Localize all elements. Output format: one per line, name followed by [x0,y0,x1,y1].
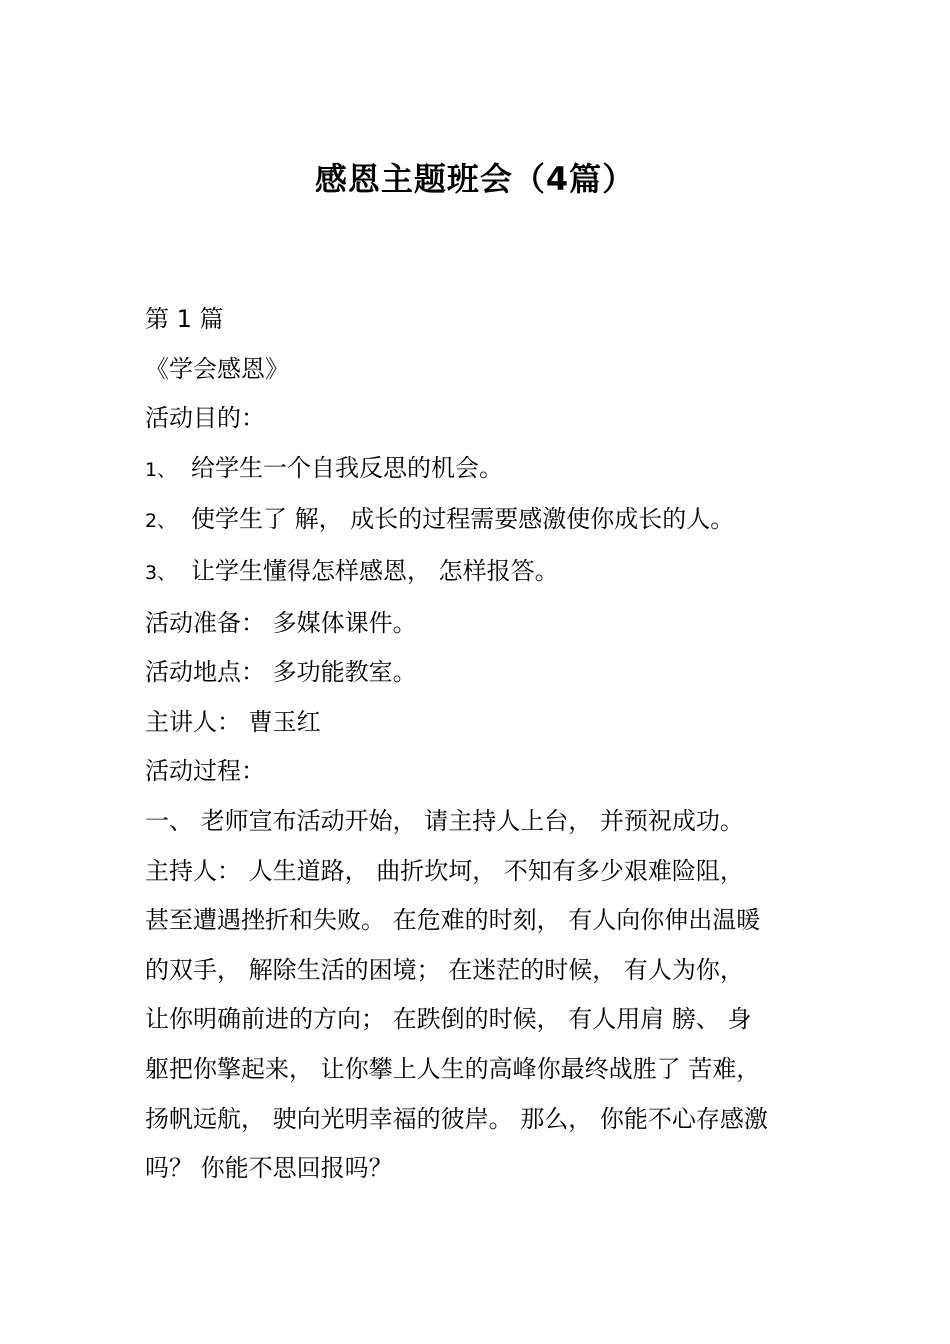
document-body [145,295,825,1194]
host-paragraph-line: 躯把你擎起来， 让你攀上人生的高峰你最终战胜了 苦难， [145,1054,761,1083]
host-paragraph-line: 让你明确前进的方向； 在跌倒的时候， 有人用肩 膀、 身 [145,1005,752,1034]
activity-preparation: 活动准备： 多媒体课件。 [145,608,417,637]
purpose-item [145,547,825,599]
document-title: 感恩主题班会（4篇） [314,160,636,198]
host-paragraph-line: 甚至遭遇挫折和失败。 在危难的时刻， 有人向你伸出温暖 [145,906,761,935]
activity-speaker: 主讲人： 曹玉红 [145,707,321,736]
section-label: 第 1 篇 [145,305,224,333]
process-step-1: 一、 老师宣布活动开始， 请主持人上台， 并预祝成功。 [145,806,744,835]
activity-location: 活动地点： 多功能教室。 [145,658,417,687]
process-heading: 活动过程： [145,757,265,786]
purpose-item-number: 2、 [145,510,177,533]
purpose-item-text: 让学生懂得怎样感恩， 怎样报答。 [191,556,559,585]
section-title: 《学会感恩》 [145,354,289,383]
purpose-item-number: 3、 [145,561,177,584]
host-paragraph-line: 吗？ 你能不思回报吗？ [145,1154,393,1183]
purpose-item [145,495,825,547]
purpose-item [145,444,825,496]
host-paragraph-line: 扬帆远航， 驶向光明幸福的彼岸。 那么， 你能不心存感激 [145,1104,768,1133]
purpose-item-text: 使学生了 解， 成长的过程需要感激使你成长的人。 [191,505,735,534]
purpose-item-text: 给学生一个自我反思的机会。 [191,453,503,482]
purpose-item-number: 1、 [145,458,177,481]
purpose-heading: 活动目的： [145,404,265,433]
host-paragraph-line: 主持人： 人生道路， 曲折坎坷， 不知有多少艰难险阻， [145,856,744,885]
host-paragraph-line: 的双手， 解除生活的困境； 在迷茫的时候， 有人为你， [145,955,744,984]
